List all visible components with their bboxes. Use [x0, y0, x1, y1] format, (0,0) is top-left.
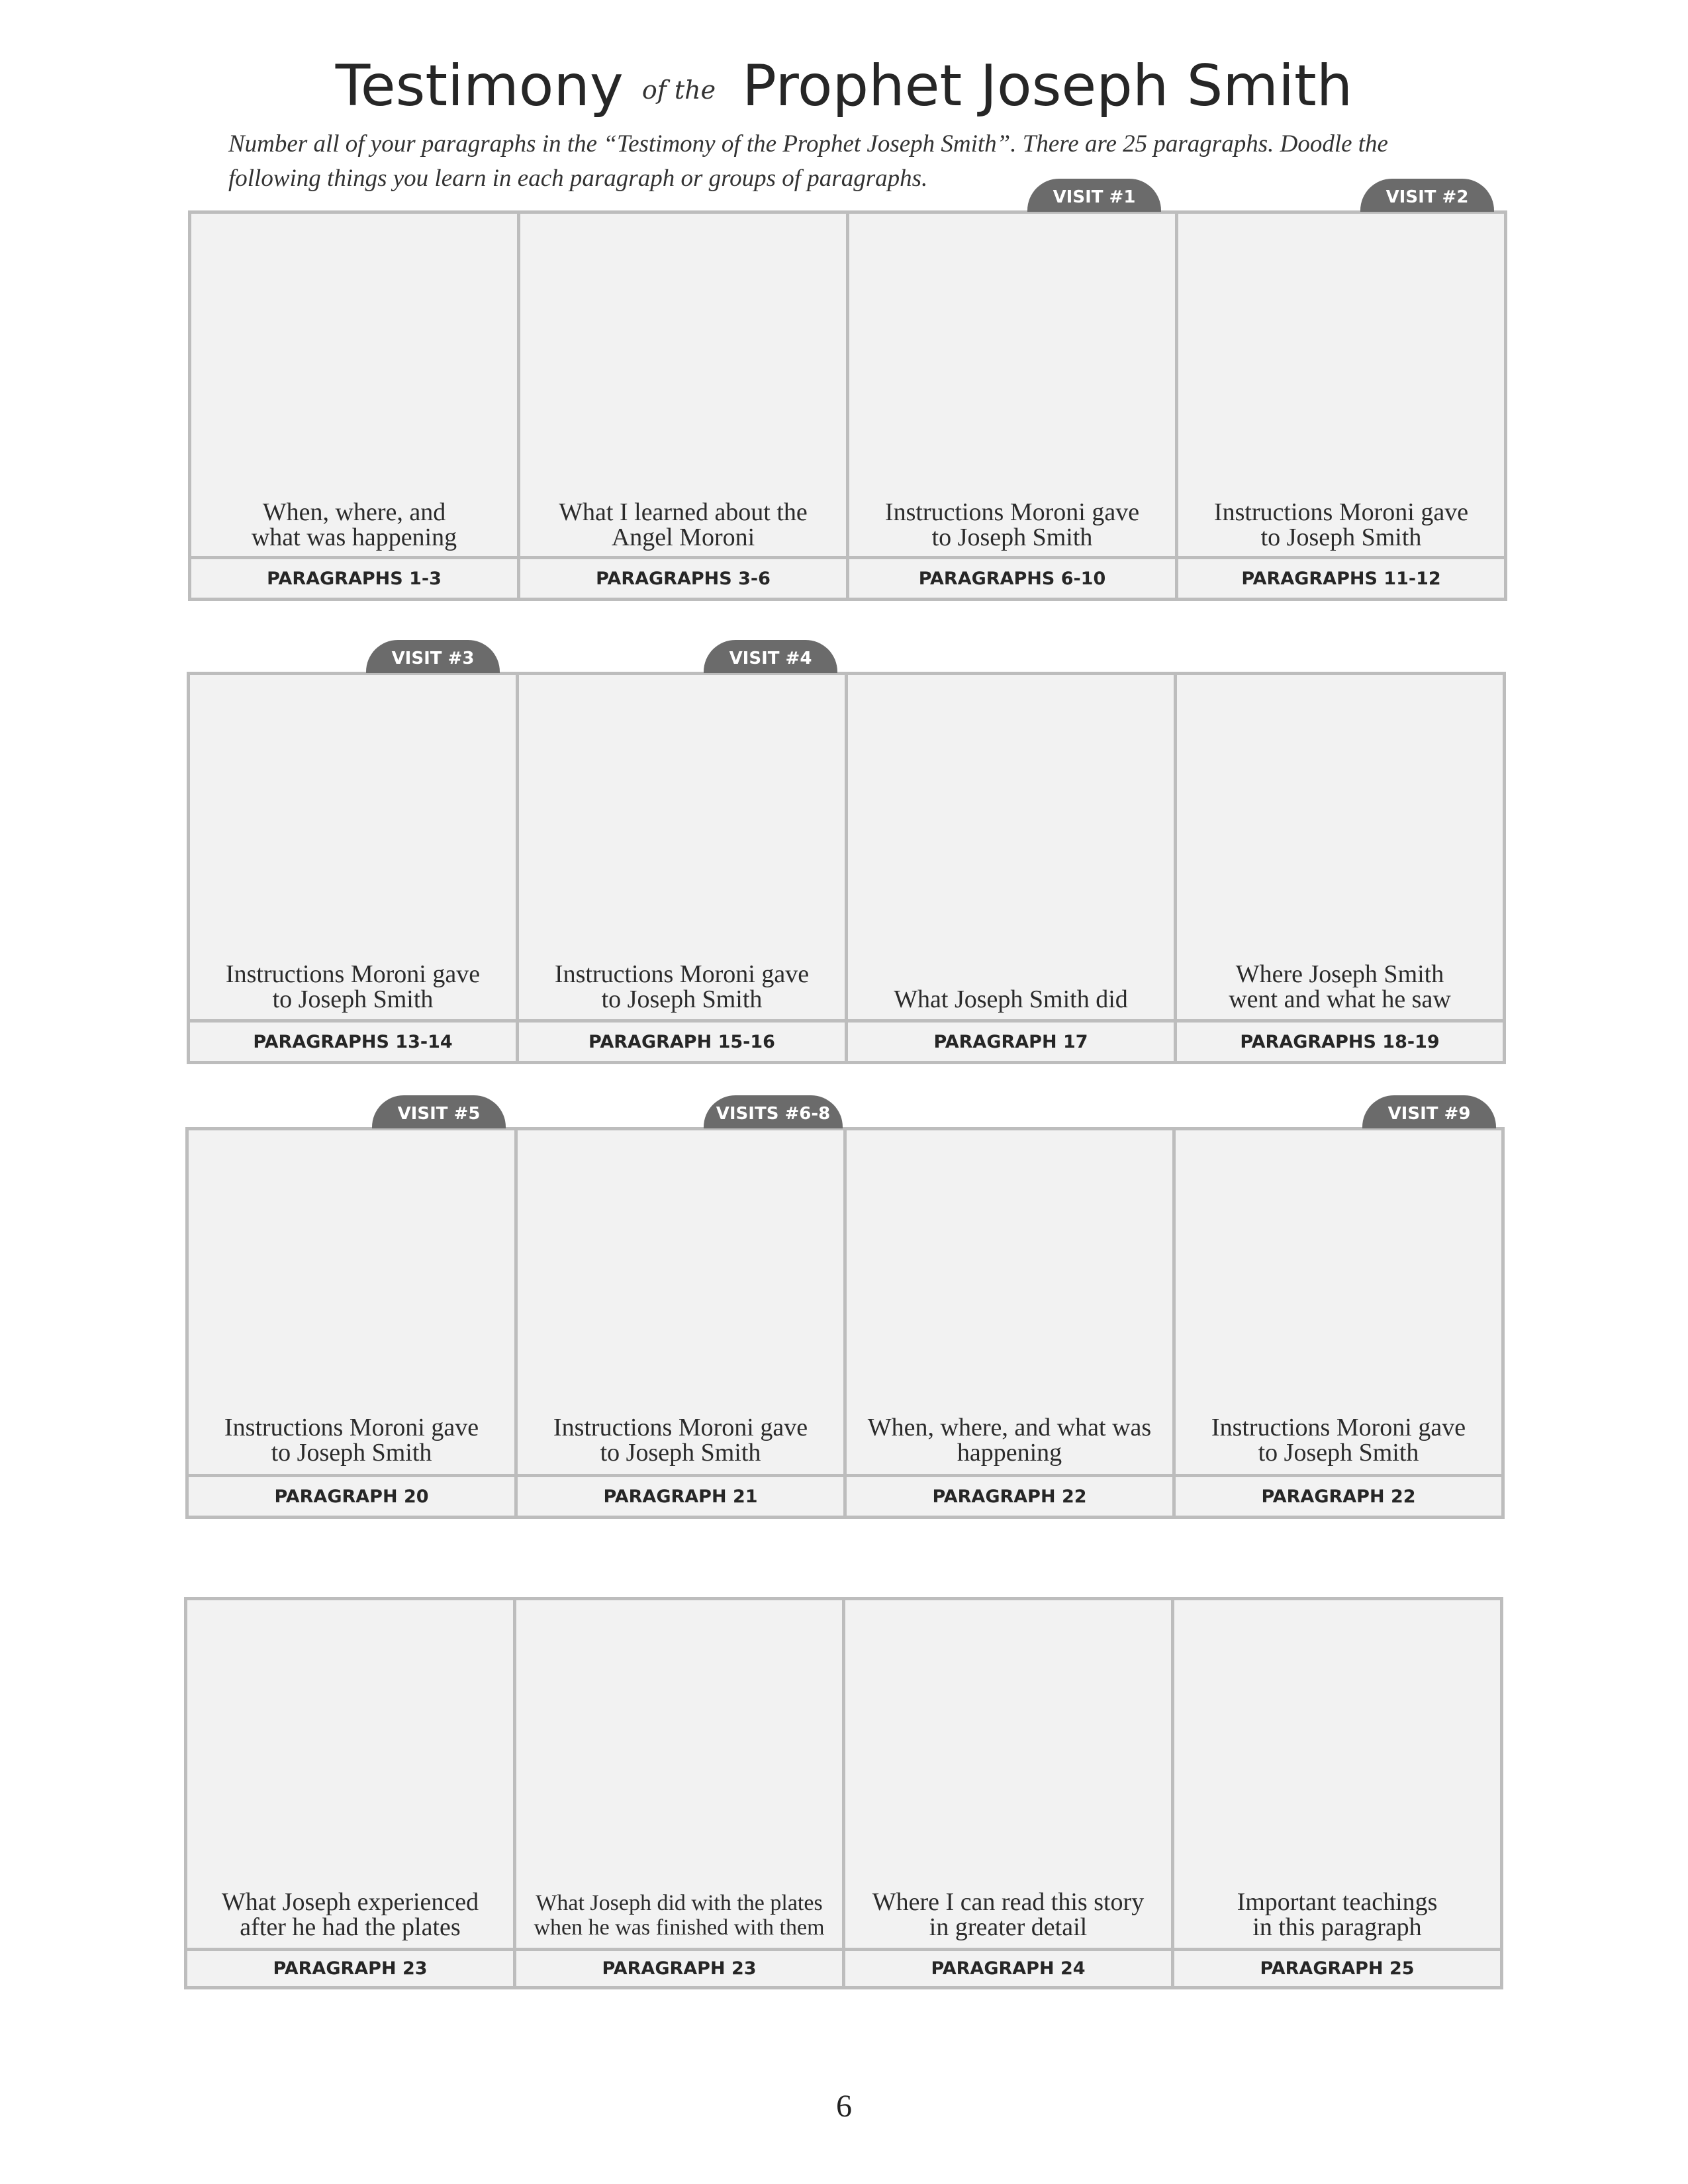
doodle-box — [846, 210, 1178, 601]
doodle-prompt: When, where, and what was happening — [867, 1414, 1152, 1467]
doodle-prompt: Where Joseph Smith went and what he saw — [1229, 960, 1451, 1013]
paragraph-label: PARAGRAPHS 3-6 — [520, 556, 846, 598]
page-number: 6 — [836, 2089, 852, 2124]
doodle-prompt: What Joseph did with the plates when he was finished with them — [534, 1891, 825, 1940]
paragraph-label: PARAGRAPH 25 — [1174, 1948, 1500, 1986]
visit-tab: VISIT #4 — [704, 640, 837, 673]
doodle-prompt: Instructions Moroni gave to Joseph Smith — [553, 1414, 808, 1467]
doodle-prompt: Instructions Moroni gave to Joseph Smith — [1211, 1414, 1466, 1467]
paragraph-label: PARAGRAPH 23 — [187, 1948, 513, 1986]
paragraph-label: PARAGRAPHS 6-10 — [849, 556, 1175, 598]
visit-tab: VISIT #1 — [1027, 179, 1161, 212]
page-title — [0, 53, 1688, 119]
title-left: Testimony — [335, 53, 624, 119]
doodle-prompt: Important teachings in this paragraph — [1237, 1888, 1438, 1941]
doodle-box — [843, 1127, 1176, 1519]
visit-tab: VISIT #2 — [1360, 179, 1494, 212]
doodle-box — [513, 1597, 845, 1989]
paragraph-label: PARAGRAPH 21 — [518, 1474, 843, 1516]
paragraph-label: PARAGRAPH 15-16 — [519, 1019, 845, 1061]
paragraph-label: PARAGRAPH 22 — [847, 1474, 1172, 1516]
title-connector: of the — [641, 75, 716, 105]
doodle-box — [1172, 1127, 1505, 1519]
doodle-prompt: Instructions Moroni gave to Joseph Smith — [554, 960, 810, 1013]
paragraph-label: PARAGRAPHS 11-12 — [1178, 556, 1504, 598]
title-right: Prophet Joseph Smith — [742, 53, 1353, 119]
doodle-box — [1175, 210, 1507, 601]
paragraph-label: PARAGRAPHS 18-19 — [1177, 1019, 1503, 1061]
doodle-box — [188, 210, 520, 601]
instructions-text: Number all of your paragraphs in the “Testimony of the Prophet Joseph Smith”. There are 25 paragraphs. Doodle the following things you learn in each paragraph or groups of paragraphs. — [228, 130, 1388, 192]
paragraph-label: PARAGRAPH 20 — [189, 1474, 514, 1516]
doodle-box — [185, 1127, 518, 1519]
doodle-box — [517, 210, 849, 601]
doodle-prompt: Instructions Moroni gave to Joseph Smith — [224, 1414, 479, 1467]
doodle-prompt: What Joseph Smith did — [894, 985, 1128, 1013]
doodle-prompt: Where I can read this story in greater detail — [872, 1888, 1145, 1941]
doodle-box — [1171, 1597, 1503, 1989]
visit-tab: VISIT #9 — [1362, 1095, 1496, 1128]
doodle-box — [845, 672, 1177, 1064]
doodle-box — [1174, 672, 1506, 1064]
doodle-prompt: Instructions Moroni gave to Joseph Smith — [1213, 498, 1469, 551]
doodle-prompt: Instructions Moroni gave to Joseph Smith — [225, 960, 481, 1013]
doodle-prompt: When, where, and what was happening — [251, 498, 457, 551]
doodle-prompt: What I learned about the Angel Moroni — [559, 498, 808, 551]
doodle-box — [184, 1597, 516, 1989]
doodle-box — [514, 1127, 847, 1519]
paragraph-label: PARAGRAPH 24 — [845, 1948, 1171, 1986]
paragraph-label: PARAGRAPH 17 — [848, 1019, 1174, 1061]
paragraph-label: PARAGRAPHS 1-3 — [191, 556, 517, 598]
paragraph-label: PARAGRAPHS 13-14 — [190, 1019, 516, 1061]
doodle-prompt: Instructions Moroni gave to Joseph Smith — [884, 498, 1140, 551]
paragraph-label: PARAGRAPH 23 — [516, 1948, 842, 1986]
doodle-box — [187, 672, 519, 1064]
visit-tab: VISIT #5 — [372, 1095, 506, 1128]
doodle-box — [516, 672, 848, 1064]
doodle-box — [842, 1597, 1174, 1989]
visit-tab: VISITS #6-8 — [704, 1095, 843, 1128]
visit-tab: VISIT #3 — [366, 640, 500, 673]
doodle-prompt: What Joseph experienced after he had the plates — [221, 1888, 479, 1941]
paragraph-label: PARAGRAPH 22 — [1176, 1474, 1501, 1516]
